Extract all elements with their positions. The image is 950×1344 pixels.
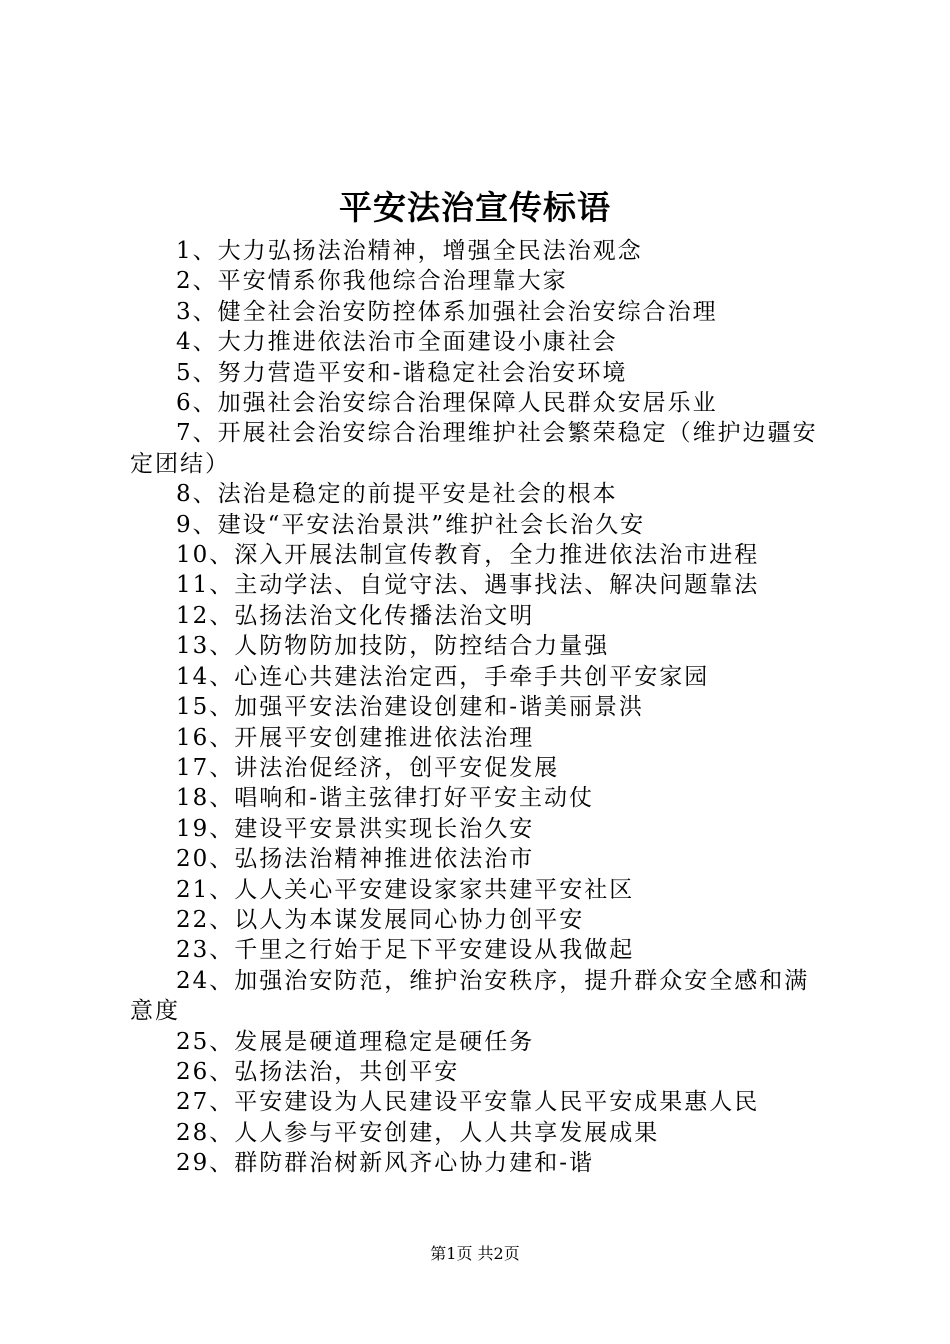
slogan-item: 25、发展是硬道理稳定是硬任务: [176, 1028, 535, 1055]
slogan-item: 10、深入开展法制宣传教育，全力推进依法治市进程: [176, 542, 760, 569]
slogan-item: 3、健全社会治安防控体系加强社会治安综合治理: [176, 298, 718, 325]
slogan-item: 26、弘扬法治，共创平安: [176, 1058, 460, 1085]
slogan-item: 21、人人关心平安建设家家共建平安社区: [176, 876, 635, 903]
slogan-item: 22、以人为本谋发展同心协力创平安: [176, 906, 585, 933]
slogan-item: 8、法治是稳定的前提平安是社会的根本: [176, 481, 618, 508]
slogan-item: 4、大力推进依法治市全面建设小康社会: [176, 329, 618, 356]
slogan-item: 18、唱响和-谐主弦律打好平安主动仗: [176, 785, 595, 812]
slogan-item: 11、主动学法、自觉守法、遇事找法、解决问题靠法: [176, 572, 760, 599]
document-title: 平安法治宣传标语: [339, 188, 611, 227]
slogan-item: 13、人防物防加技防，防控结合力量强: [176, 633, 610, 660]
slogan-item: 27、平安建设为人民建设平安靠人民平安成果惠人民: [176, 1089, 760, 1116]
slogan-item: 29、群防群治树新风齐心协力建和-谐: [176, 1150, 595, 1177]
slogan-item: 28、人人参与平安创建，人人共享发展成果: [176, 1119, 660, 1146]
slogan-item: 9、建设“平安法治景洪”维护社会长治久安: [176, 511, 646, 538]
page-indicator: 第1页 共2页: [430, 1244, 520, 1263]
slogan-item: 24、加强治安防范，维护治安秩序，提升群众安全感和满意度: [130, 967, 810, 1025]
slogan-item: 5、努力营造平安和-谐稳定社会治安环境: [176, 359, 628, 386]
slogan-item: 15、加强平安法治建设创建和-谐美丽景洪: [176, 694, 645, 721]
slogan-item: 1、大力弘扬法治精神，增强全民法治观念: [176, 238, 643, 264]
slogan-item: 19、建设平安景洪实现长治久安: [176, 815, 535, 842]
slogan-item: 12、弘扬法治文化传播法治文明: [176, 602, 535, 629]
slogan-item: 14、心连心共建法治定西，手牵手共创平安家园: [176, 663, 710, 690]
slogan-item: 2、平安情系你我他综合治理靠大家: [176, 268, 568, 295]
slogan-item: 6、加强社会治安综合治理保障人民群众安居乐业: [176, 390, 718, 417]
slogan-item: 16、开展平安创建推进依法治理: [176, 724, 535, 751]
slogan-item: 17、讲法治促经济，创平安促发展: [176, 754, 560, 781]
slogan-item: 20、弘扬法治精神推进依法治市: [176, 846, 535, 873]
slogan-list: [130, 236, 830, 1179]
slogan-item: 7、开展社会治安综合治理维护社会繁荣稳定（维护边疆安定团结）: [130, 420, 818, 477]
slogan-item: 23、千里之行始于足下平安建设从我做起: [176, 937, 635, 964]
